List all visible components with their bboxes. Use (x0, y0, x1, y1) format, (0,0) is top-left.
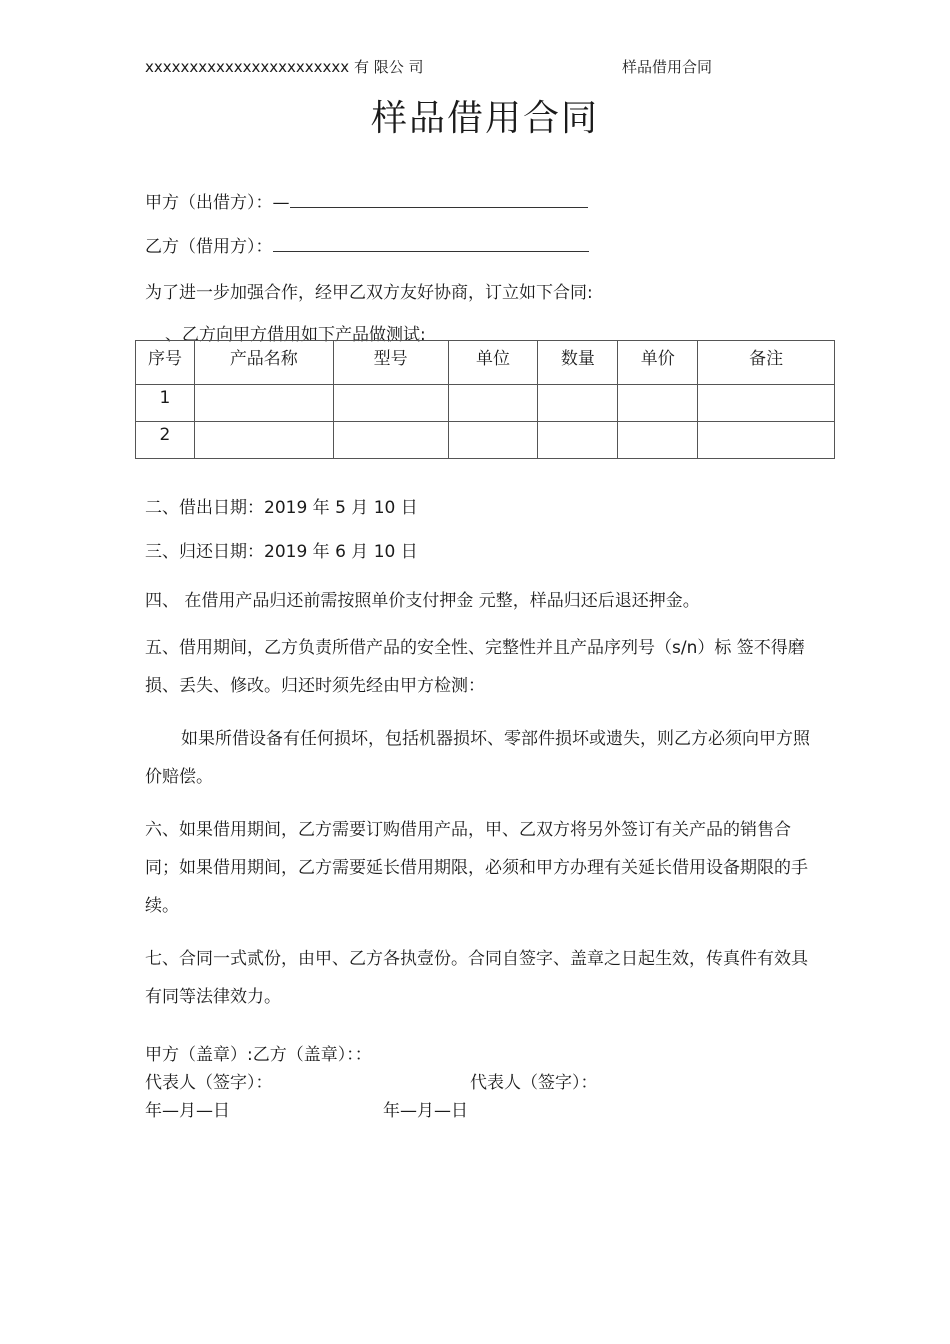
product-table (135, 340, 835, 459)
table-cell[interactable] (698, 385, 835, 422)
party-b-label: 乙方（借用方）： (145, 237, 273, 257)
signature-rep-b: 代表人（签字）： (470, 1073, 598, 1093)
col-header-index: 序号 (136, 341, 195, 385)
clause-6: 六、如果借用期间，乙方需要订购借用产品，甲、乙双方将另外签订有关产品的销售合同；如果借用期间，乙方需要延长借用期限，必须和甲方办理有关延长借用设备期限的手续。 (145, 820, 808, 916)
col-header-remarks: 备注 (698, 341, 835, 385)
signature-date-a: 年—月—日 (145, 1101, 230, 1121)
page-title: 样品借用合同 (370, 98, 599, 139)
table-cell[interactable] (618, 422, 698, 459)
clause-3: 三、归还日期：2019 年 6 月 10 日 (145, 542, 418, 562)
table-cell[interactable] (698, 422, 835, 459)
clause-5-detail: 如果所借设备有任何损坏，包括机器损坏、零部件损坏或遗失，则乙方必须向甲方照价赔偿。 (145, 729, 810, 787)
clause-7: 七、合同一式贰份，由甲、乙方各执壹份。合同自签字、盖章之日起生效，传真件有效具有同等法律效力。 (145, 949, 808, 1007)
party-b-blank[interactable] (273, 235, 589, 252)
party-a-line (145, 188, 588, 213)
clause-4: 四、 在借用产品归还前需按照单价支付押金 元整，样品归还后退还押金。 (145, 591, 700, 611)
clause-1: 、乙方向甲方借用如下产品做测试: (165, 325, 426, 345)
party-b-line (145, 232, 589, 257)
party-a-blank[interactable] (290, 191, 588, 208)
table-cell-index: 1 (136, 385, 195, 422)
clause-2: 二、借出日期：2019 年 5 月 10 日 (145, 498, 418, 518)
col-header-quantity: 数量 (538, 341, 618, 385)
table-cell[interactable] (333, 422, 448, 459)
signature-rep-a: 代表人（签字）： (145, 1073, 273, 1093)
header-company: xxxxxxxxxxxxxxxxxxxxxxx 有 限公 司 (145, 58, 424, 76)
table-cell-index: 2 (136, 422, 195, 459)
table-cell[interactable] (538, 385, 618, 422)
signature-date-b: 年—月—日 (383, 1101, 468, 1121)
col-header-unit: 单位 (448, 341, 538, 385)
table-cell[interactable] (194, 385, 333, 422)
intro-text: 为了进一步加强合作，经甲乙双方友好协商，订立如下合同: (145, 283, 593, 303)
signature-seals: 甲方（盖章）:乙方（盖章）：： (145, 1045, 372, 1065)
header-doc-name: 样品借用合同 (622, 58, 713, 76)
table-row (136, 385, 835, 422)
clause-5: 五、借用期间，乙方负责所借产品的安全性、完整性并且产品序列号（s/n）标 签不得磨损、丢失、修改。归还时须先经由甲方检测： (145, 638, 805, 696)
col-header-unit-price: 单价 (618, 341, 698, 385)
table-cell[interactable] (448, 385, 538, 422)
table-cell[interactable] (333, 385, 448, 422)
table-cell[interactable] (618, 385, 698, 422)
table-header-row (136, 341, 835, 385)
col-header-product-name: 产品名称 (194, 341, 333, 385)
table-cell[interactable] (538, 422, 618, 459)
col-header-model: 型号 (333, 341, 448, 385)
table-cell[interactable] (194, 422, 333, 459)
party-a-label: 甲方（出借方）：— (145, 193, 290, 213)
table-cell[interactable] (448, 422, 538, 459)
table-row (136, 422, 835, 459)
